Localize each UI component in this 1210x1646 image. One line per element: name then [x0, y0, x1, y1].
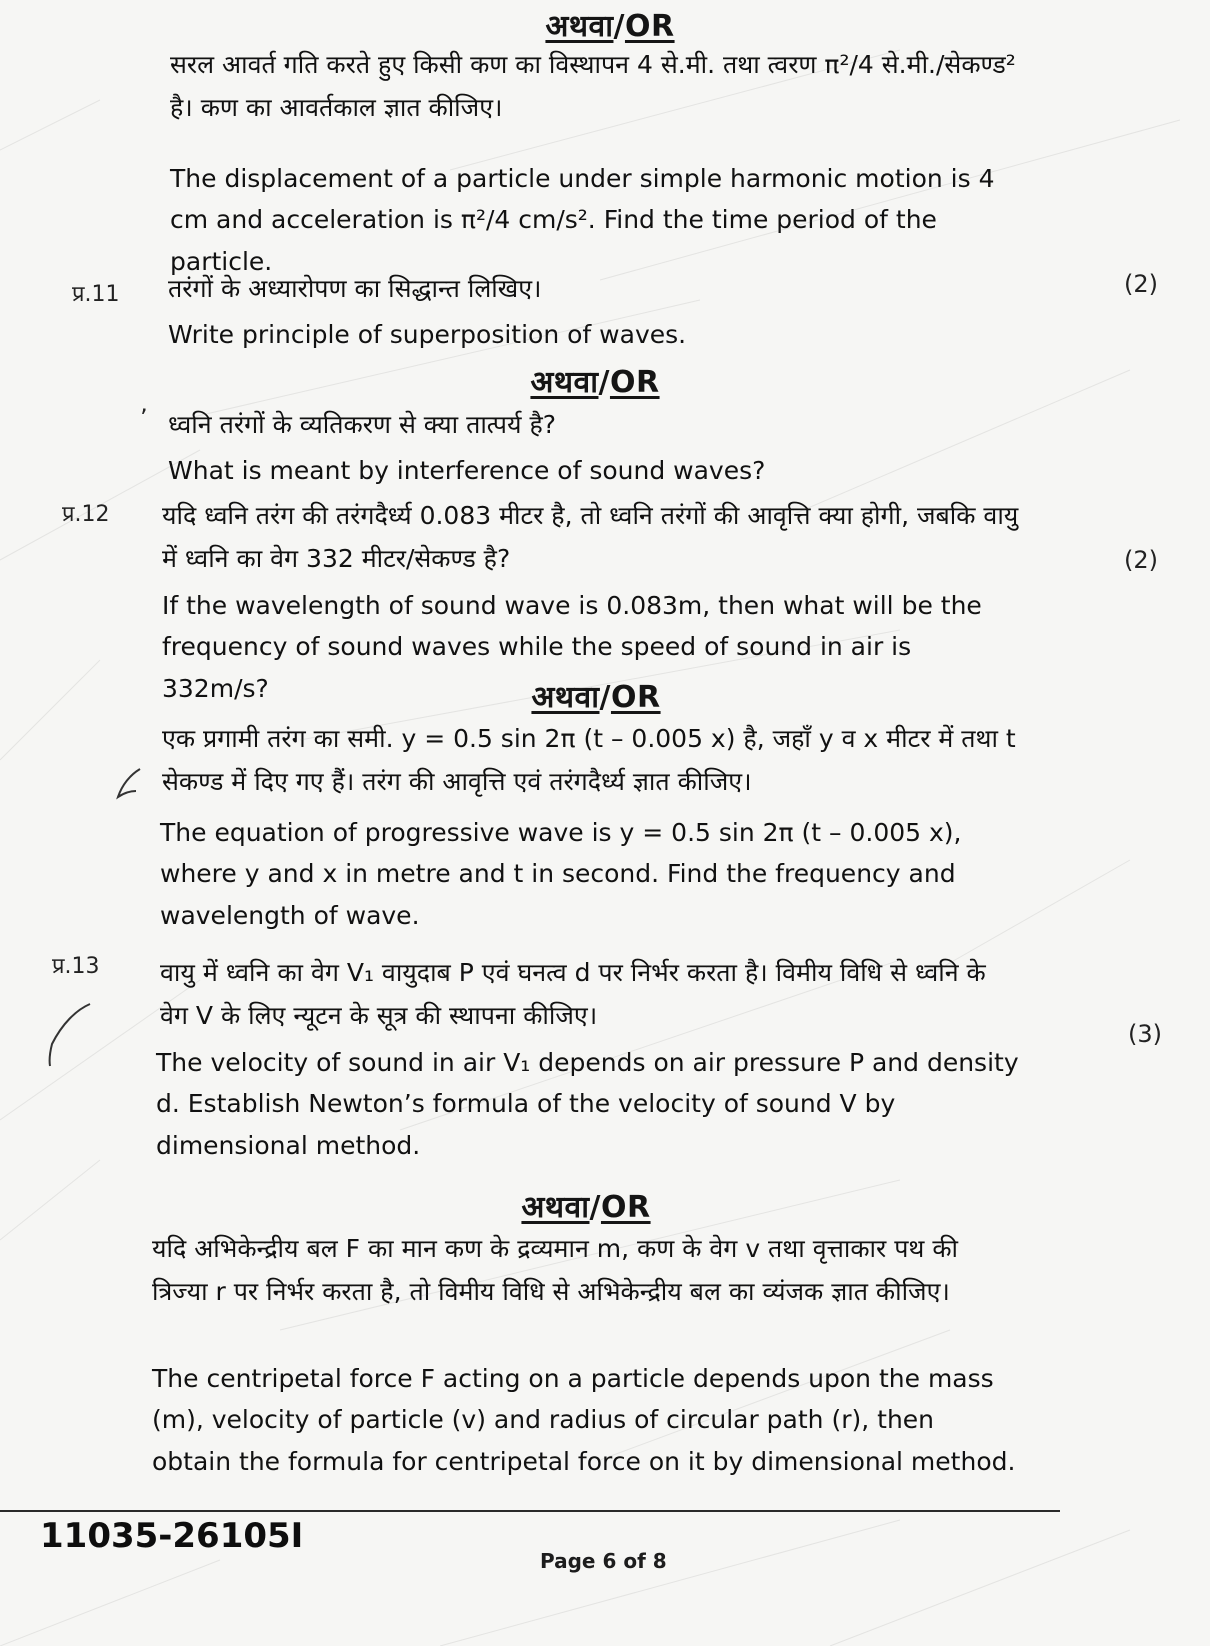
page-number: Page 6 of 8	[540, 1549, 667, 1573]
q11-alt-hi: ध्वनि तरंगों के व्यतिकरण से क्या तात्पर्य है?	[168, 410, 556, 439]
paper-code: 11035-26105I	[40, 1516, 304, 1556]
q12-alt-en: The equation of progressive wave is y = 0.5 sin 2π (t – 0.005 x), where y and x in metre and t in second. Find the frequency and wavelength of wave.	[160, 818, 962, 930]
footer-divider	[0, 1510, 1060, 1512]
or-heading-en: OR	[600, 1190, 651, 1225]
q10-alt-hi: सरल आवर्त गति करते हुए किसी कण का विस्थापन 4 से.मी. तथा त्वरण π²/4 से.मी./सेकण्ड² है। कण का आवर्तकाल ज्ञात कीजिए।	[170, 50, 1016, 122]
or-heading-sep: /	[599, 680, 611, 715]
q13-hi: वायु में ध्वनि का वेग V₁ वायुदाब P एवं घनत्व d पर निर्भर करता है। विमीय विधि से ध्वनि के वेग V के लिए न्यूटन के सूत्र की स्थापना कीजिए।	[160, 958, 986, 1030]
q12-marks: (2)	[1124, 546, 1158, 574]
or-heading-q11	[505, 360, 685, 401]
or-heading-hi: अथवा	[531, 680, 600, 715]
or-heading-en: OR	[624, 9, 675, 44]
q12-en: If the wavelength of sound wave is 0.083m, then what will be the frequency of sound waves while the speed of sound in air is 332m/s?	[162, 591, 982, 703]
q11-en: Write principle of superposition of waves.	[168, 320, 687, 349]
or-heading-hi: अथवा	[530, 365, 599, 400]
or-heading-top	[520, 4, 700, 45]
q13-alt-en: The centripetal force F acting on a particle depends upon the mass (m), velocity of particle (v) and radius of circular path (r), then obtain the formula for centripetal force on it by dimensional method.	[152, 1364, 1016, 1476]
or-heading-hi: अथवा	[545, 9, 614, 44]
q11-number: प्र.11	[72, 282, 120, 307]
q11-alt-en: What is meant by interference of sound waves?	[168, 456, 766, 485]
q11-hi: तरंगों के अध्यारोपण का सिद्धान्त लिखिए।	[168, 274, 542, 303]
or-heading-en: OR	[610, 680, 661, 715]
q11-marks: (2)	[1124, 270, 1158, 298]
q12-hi: यदि ध्वनि तरंग की तरंगदैर्ध्य 0.083 मीटर है, तो ध्वनि तरंगों की आवृत्ति क्या होगी, जबकि वायु में ध्वनि का वेग 332 मीटर/सेकण्ड है?	[162, 501, 1019, 573]
q12-alt-hi: एक प्रगामी तरंग का समी. y = 0.5 sin 2π (t – 0.005 x) है, जहाँ y व x मीटर में तथा t सेकण्ड में दिए गए हैं। तरंग की आवृत्ति एवं तरंगदैर्ध्य ज्ञात कीजिए।	[162, 724, 1016, 796]
or-heading-sep: /	[598, 365, 610, 400]
or-heading-q13	[496, 1185, 676, 1226]
or-heading-q12	[506, 675, 686, 716]
q13-alt-hi: यदि अभिकेन्द्रीय बल F का मान कण के द्रव्यमान m, कण के वेग v तथा वृत्ताकार पथ की त्रिज्या r पर निर्भर करता है, तो विमीय विधि से अभिकेन्द्रीय बल का व्यंजक ज्ञात कीजिए।	[152, 1234, 958, 1306]
q13-en: The velocity of sound in air V₁ depends on air pressure P and density d. Establish Newton’s formula of the velocity of sound V by dimensional method.	[156, 1048, 1019, 1160]
or-heading-en: OR	[609, 365, 660, 400]
or-heading-sep: /	[589, 1190, 601, 1225]
q13-number: प्र.13	[52, 954, 100, 979]
q10-alt-en: The displacement of a particle under simple harmonic motion is 4 cm and acceleration is π²/4 cm/s². Find the time period of the particle.	[170, 164, 995, 276]
or-heading-hi: अथवा	[521, 1190, 590, 1225]
or-heading-sep: /	[613, 9, 625, 44]
handwritten-stroke	[40, 1000, 100, 1070]
q12-number: प्र.12	[62, 502, 110, 527]
handwritten-tick: ʼ	[140, 404, 148, 432]
q13-marks: (3)	[1128, 1020, 1162, 1048]
handwritten-check-mark	[110, 765, 150, 805]
